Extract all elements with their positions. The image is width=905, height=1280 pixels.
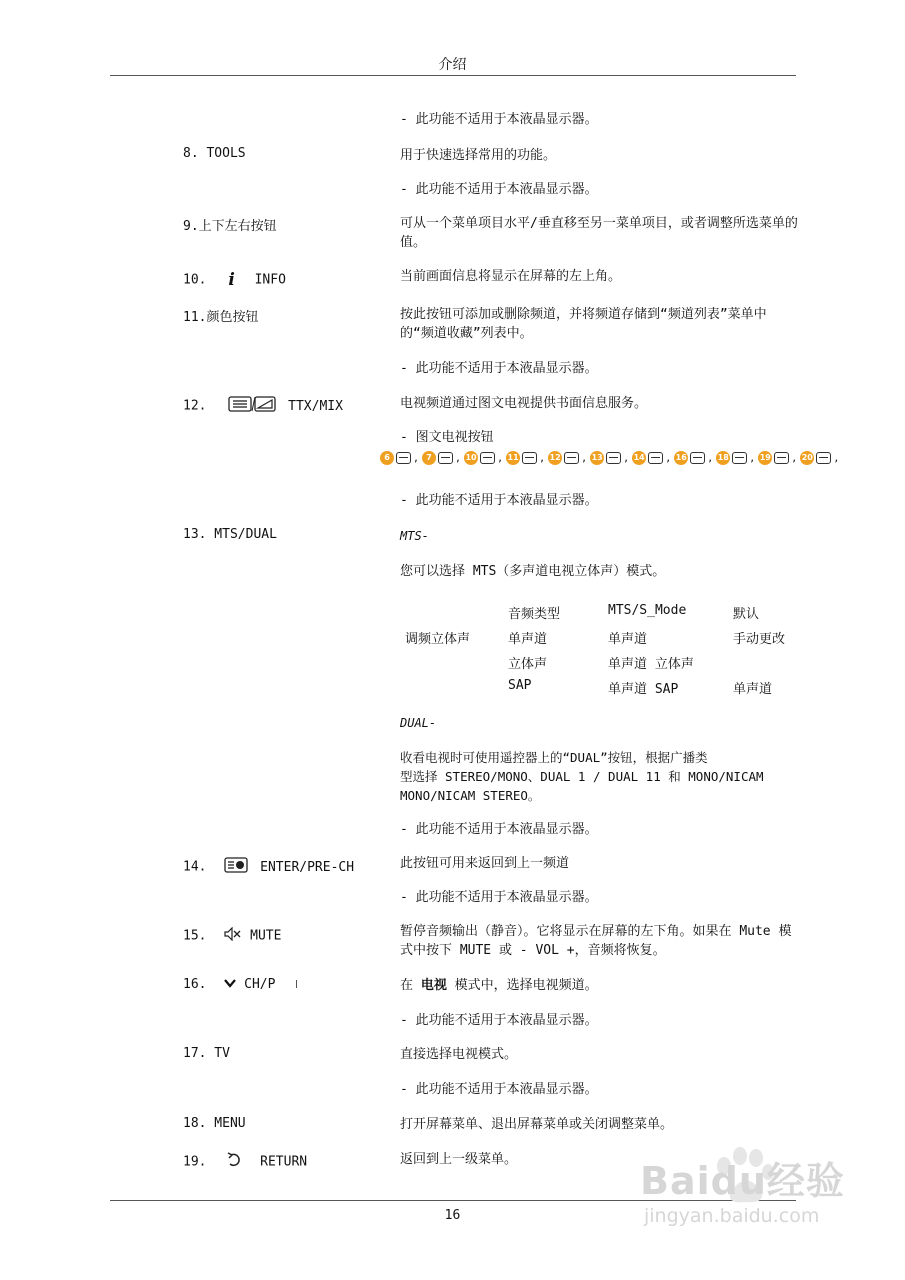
not-applicable-note: - 此功能不适用于本液晶显示器。 [400,361,598,376]
page-number: 16 [444,1208,461,1223]
not-applicable-note: - 此功能不适用于本液晶显示器。 [400,1013,598,1028]
item-mute-num: 15. [183,928,207,944]
item-ch-desc-pre: 在 [400,978,421,993]
ttx-icon [228,396,276,416]
table-header-default: 默认 [733,607,760,622]
table-cell: 单声道 [508,632,548,647]
item-return-text: RETURN [260,1154,308,1170]
item-enter-desc: 此按钮可用来返回到上一频道 [400,856,570,871]
separator: , [539,452,546,464]
not-applicable-note: - 此功能不适用于本液晶显示器。 [400,1082,598,1097]
separator: , [623,452,630,464]
item-ttx-label [183,396,343,416]
table-cell: 单声道 [733,682,773,697]
dual-desc-line-2: 型选择 STEREO/MONO、DUAL 1 / DUAL 11 和 MONO/NICAM [400,769,764,784]
teletext-button-icon [438,452,453,464]
teletext-button-icon [816,452,831,464]
chevron-down-icon [224,977,236,992]
teletext-button-icon [732,452,747,464]
enter-icon [224,857,248,877]
watermark-brand: Baidu经验 [640,1159,845,1203]
item-tools-desc: 用于快速选择常用的功能。 [400,148,557,163]
separator: , [455,452,462,464]
item-info-label [183,270,286,290]
teletext-button-icon [564,452,579,464]
ttx-button-badge: 10 [464,451,478,465]
teletext-button-icon [396,452,411,464]
not-applicable-note: - 此功能不适用于本液晶显示器。 [400,112,598,127]
table-header-audio-type: 音频类型 [508,607,561,622]
item-mute-label [183,927,281,945]
ttx-button-badge: 12 [548,451,562,465]
watermark-url: jingyan.baidu.com [644,1205,820,1227]
item-ch-desc [400,976,598,995]
separator: , [413,452,420,464]
divider-icon [295,977,298,992]
ttx-button-badge: 6 [380,451,394,465]
item-return-num: 19. [183,1154,207,1170]
ttx-button-badge: 13 [590,451,604,465]
separator: , [665,452,672,464]
separator: , [791,452,798,464]
item-mts-label: 13. MTS/DUAL [183,527,277,542]
item-color-label: 11.颜色按钮 [183,310,259,325]
item-return-desc: 返回到上一级菜单。 [400,1152,518,1167]
item-ttx-desc: 电视频道通过图文电视提供书面信息服务。 [400,396,648,411]
table-row-label: 调频立体声 [405,632,471,647]
item-arrows-label: 9.上下左右按钮 [183,219,277,234]
separator: , [833,452,840,464]
item-info-num: 10. [183,272,207,288]
item-info-text: INFO [254,272,286,288]
item-mute-desc: 暂停音频输出（静音）。它将显示在屏幕的左下角。如果在 Mute 模式中按下 MUTE 或 - VOL +，音频将恢复。 [400,924,792,958]
teletext-button-icon [648,452,663,464]
ttx-button-badge: 16 [674,451,688,465]
item-color-desc: 按此按钮可添加或删除频道，并将频道存储到“频道列表”菜单中的“频道收藏”列表中。 [400,307,767,341]
table-header-mode: MTS/S_Mode [608,603,687,618]
item-arrows-desc: 可从一个菜单项目水平/垂直移至另一菜单项目，或者调整所选菜单的值。 [400,216,798,250]
ttx-button-row [380,451,841,465]
item-menu-label: 18. MENU [183,1116,246,1131]
dual-heading: DUAL- [400,716,437,730]
table-cell: SAP [508,678,532,693]
item-ch-desc-bold: 电视 [420,978,447,993]
watermark [640,1150,845,1227]
header-rule [110,75,796,76]
ttx-button-badge: 11 [506,451,520,465]
not-applicable-note: - 此功能不适用于本液晶显示器。 [400,182,598,197]
teletext-button-icon [690,452,705,464]
dual-desc-line-1: 收看电视时可使用遥控器上的“DUAL”按钮，根据广播类 [400,750,708,765]
ttx-button-badge: 7 [422,451,436,465]
item-mute-text: MUTE [250,928,282,944]
item-tv-label: 17. TV [183,1046,230,1061]
item-ch-label [183,977,298,992]
not-applicable-note: - 此功能不适用于本液晶显示器。 [400,493,598,508]
separator: , [497,452,504,464]
page-header-title: 介绍 [438,57,467,73]
separator: , [749,452,756,464]
item-ttx-text: TTX/MIX [288,398,343,414]
separator: , [581,452,588,464]
teletext-button-icon [606,452,621,464]
ttx-button-badge: 20 [800,451,814,465]
teletext-button-icon [480,452,495,464]
item-tv-desc: 直接选择电视模式。 [400,1047,518,1062]
mute-icon [224,927,242,945]
mts-desc: 您可以选择 MTS（多声道电视立体声）模式。 [400,564,666,579]
separator: , [707,452,714,464]
table-cell: 立体声 [508,657,548,672]
item-enter-num: 14. [183,859,207,875]
teletext-button-icon [522,452,537,464]
mts-heading: MTS- [400,529,429,543]
table-cell: 单声道 [608,632,648,647]
dual-desc-line-3: MONO/NICAM STEREO。 [400,788,541,803]
ttx-button-badge: 14 [632,451,646,465]
ttx-button-badge: 18 [716,451,730,465]
item-ch-text: CH/P [244,977,276,992]
item-ch-num: 16. [183,977,207,992]
item-ttx-num: 12. [183,398,207,414]
ttx-button-badge: 19 [758,451,772,465]
item-tools-label: 8. TOOLS [183,146,246,161]
table-cell: 单声道 立体声 [608,657,694,672]
return-icon [226,1152,242,1172]
teletext-button-icon [774,452,789,464]
item-enter-label [183,857,354,877]
item-info-desc: 当前画面信息将显示在屏幕的左上角。 [400,269,622,284]
item-enter-text: ENTER/PRE-CH [260,859,355,875]
table-cell: 手动更改 [733,632,786,647]
item-ch-desc-post: 模式中，选择电视频道。 [446,978,598,993]
item-menu-desc: 打开屏幕菜单、退出屏幕菜单或关闭调整菜单。 [400,1117,674,1132]
not-applicable-note: - 此功能不适用于本液晶显示器。 [400,822,598,837]
table-cell: 单声道 SAP [608,682,679,697]
info-icon: i [228,270,235,290]
item-return-label [183,1152,307,1172]
item-ttx-sub: - 图文电视按钮 [400,430,494,445]
not-applicable-note: - 此功能不适用于本液晶显示器。 [400,890,598,905]
